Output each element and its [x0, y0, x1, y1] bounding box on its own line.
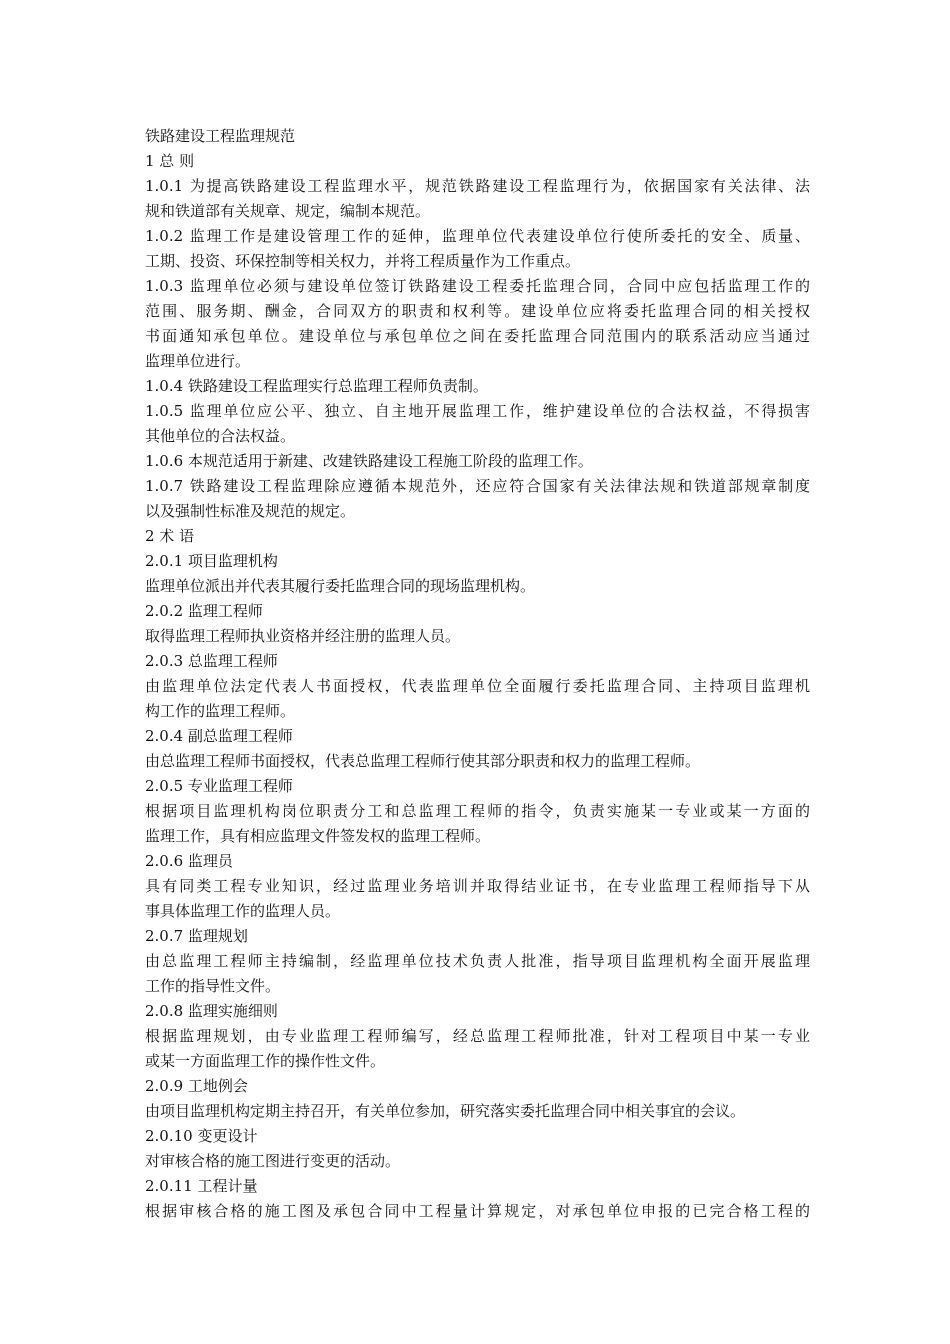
text-line: 2.0.4 副总监理工程师 [145, 727, 293, 745]
text-line: 1.0.7 铁路建设工程监理除应遵循本规范外，还应符合国家有关法律法规和铁道部规章制度 [145, 477, 810, 495]
text-line: 2.0.9 工地例会 [145, 1077, 248, 1095]
text-line: 根据审核合格的施工图及承包合同中工程量计算规定，对承包单位申报的已完合格工程的 [145, 1202, 810, 1220]
text-line: 1 总 则 [145, 152, 195, 170]
text-line: 由项目监理机构定期主持召开，有关单位参加，研究落实委托监理合同中相关事宜的会议。 [145, 1102, 746, 1120]
text-line: 2.0.10 变更设计 [145, 1127, 258, 1145]
text-line: 2.0.3 总监理工程师 [145, 652, 278, 670]
text-line: 其他单位的合法权益。 [145, 427, 296, 445]
text-line: 2.0.7 监理规划 [145, 927, 248, 945]
text-line: 2.0.11 工程计量 [145, 1177, 258, 1195]
text-line: 根据项目监理机构岗位职责分工和总监理工程师的指令，负责实施某一专业或某一方面的 [145, 802, 810, 820]
text-line: 1.0.2 监理工作是建设管理工作的延伸，监理单位代表建设单位行使所委托的安全、质量、 [145, 227, 810, 245]
text-line: 1.0.6 本规范适用于新建、改建铁路建设工程施工阶段的监理工作。 [145, 452, 593, 470]
text-line: 由总监理工程师主持编制，经监理单位技术负责人批准，指导项目监理机构全面开展监理 [145, 952, 810, 970]
text-line: 1.0.4 铁路建设工程监理实行总监理工程师负责制。 [145, 377, 488, 395]
text-line: 监理单位派出并代表其履行委托监理合同的现场监理机构。 [145, 577, 536, 595]
text-line: 1.0.3 监理单位必须与建设单位签订铁路建设工程委托监理合同，合同中应包括监理工作的 [145, 277, 810, 295]
text-line: 具有同类工程专业知识，经过监理业务培训并取得结业证书，在专业监理工程师指导下从 [145, 877, 810, 895]
text-line: 由总监理工程师书面授权，代表总监理工程师行使其部分职责和权力的监理工程师。 [145, 752, 701, 770]
text-line: 事具体监理工作的监理人员。 [145, 902, 341, 920]
text-line: 2.0.1 项目监理机构 [145, 552, 278, 570]
text-line: 由监理单位法定代表人书面授权，代表监理单位全面履行委托监理合同、主持项目监理机 [145, 677, 810, 695]
text-line: 规和铁道部有关规章、规定，编制本规范。 [145, 202, 431, 220]
text-line: 取得监理工程师执业资格并经注册的监理人员。 [145, 627, 461, 645]
text-line: 2.0.5 专业监理工程师 [145, 777, 293, 795]
text-line: 2 术 语 [145, 527, 195, 545]
text-line: 构工作的监理工程师。 [145, 702, 296, 720]
text-line: 书面通知承包单位。建设单位与承包单位之间在委托监理合同范围内的联系活动应当通过 [145, 327, 810, 345]
text-line: 铁路建设工程监理规范 [145, 127, 296, 145]
text-line: 2.0.8 监理实施细则 [145, 1002, 278, 1020]
text-line: 或某一方面监理工作的操作性文件。 [145, 1052, 386, 1070]
text-line: 工期、投资、环保控制等相关权力，并将工程质量作为工作重点。 [145, 252, 581, 270]
text-line: 对审核合格的施工图进行变更的活动。 [145, 1152, 401, 1170]
text-line: 监理工作，具有相应监理文件签发权的监理工程师。 [145, 827, 491, 845]
text-line: 2.0.2 监理工程师 [145, 602, 263, 620]
text-line: 监理单位进行。 [145, 352, 251, 370]
text-line: 2.0.6 监理员 [145, 852, 233, 870]
document-body [145, 124, 810, 1224]
text-line: 根据监理规划，由专业监理工程师编写，经总监理工程师批准，针对工程项目中某一专业 [145, 1027, 810, 1045]
text-line: 范围、服务期、酬金，合同双方的职责和权利等。建设单位应将委托监理合同的相关授权 [145, 302, 810, 320]
text-line: 工作的指导性文件。 [145, 977, 281, 995]
text-line: 以及强制性标准及规范的规定。 [145, 502, 356, 520]
text-line: 1.0.5 监理单位应公平、独立、自主地开展监理工作，维护建设单位的合法权益，不得损害 [145, 402, 810, 420]
text-line: 1.0.1 为提高铁路建设工程监理水平，规范铁路建设工程监理行为，依据国家有关法律、法 [145, 177, 810, 195]
